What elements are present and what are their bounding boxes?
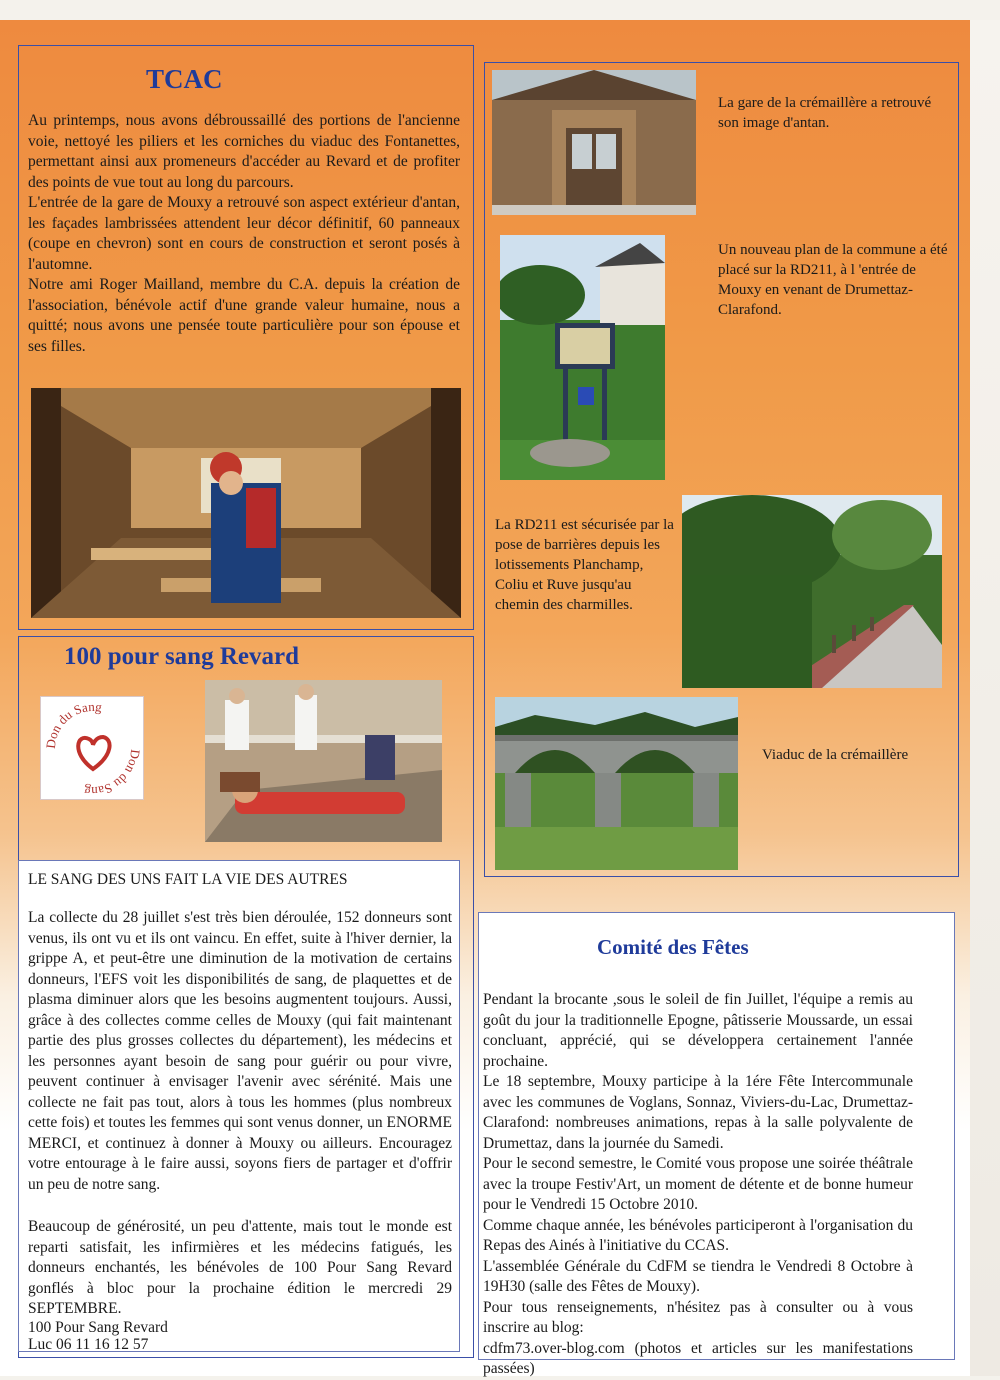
tcac-text (28, 111, 460, 357)
tcac-paragraph: Notre ami Roger Mailland, membre du C.A. depuis la création de l'association, bénévole actif d'une grande valeur humaine, nous a quitté; nous avons une pensée toute particulière pour son épouse et ses filles. (28, 276, 460, 355)
comite-paragraph: Pendant la brocante ,sous le soleil de fin Juillet, l'équipe a remis au goût du jour la traditionnelle Epogne, pâtisserie Moussarde, un essai concluant, apprécié, qui se développera certainement l'année prochaine. (483, 991, 913, 1070)
comite-paragraph: Le 18 septembre, Mouxy participe à la 1ére Fête Intercommunale avec les communes de Voglans, Sonnaz, Viviers-du-Lac, Drumettaz-Clarafond: nombreuses animations, repas à la salle polyvalente de Drumettaz, dans la journée du Samedi. (483, 1073, 913, 1152)
tcac-paragraph: L'entrée de la gare de Mouxy a retrouvé son aspect extérieur d'antan, les façades lambrissées attendent leur décor définitif, 60 panneaux (coupe en chevron) sont en cours de construction et seront posés à l'automne. (28, 194, 460, 273)
comite-paragraph: Comme chaque année, les bénévoles participeront à l'organisation du Repas des Ainés à l'initiative du CCAS. (483, 1216, 913, 1254)
comite-paragraph: Pour tous renseignements, n'hésitez pas à consulter ou à vous inscrire au blog: (483, 1298, 913, 1336)
gare-caption: La gare de la crémaillère a retrouvé son image d'antan. (718, 95, 932, 131)
comite-text (483, 990, 913, 1380)
rd211-photo (682, 495, 942, 688)
plan-caption: Un nouveau plan de la commune a été placé sur la RD211, à l 'entrée de Mouxy en venant de Drumettaz-Clarafond. (718, 242, 948, 318)
rd211-caption: La RD211 est sécurisée par la pose de barrières depuis les lotissements Planchamp, Coliu et Ruve jusqu'au chemin des charmilles. (495, 517, 674, 613)
tcac-paragraph: Au printemps, nous avons débroussaillé des portions de l'ancienne voie, nettoyé les piliers et les corniches du viaduc des Fontanettes, permettant ainsi aux promeneurs d'accéder au Revard et de profiter des points de vue tout au long du parcours. (28, 112, 460, 191)
workshop-photo (31, 388, 461, 618)
comite-paragraph: cdfm73.over-blog.com (photos et articles sur les manifestations passées) (483, 1339, 913, 1377)
collecte-photo (205, 680, 442, 842)
tcac-title: TCAC (146, 64, 223, 94)
svg-text:Don du Sang (83, 749, 144, 799)
comite-paragraph: L'assemblée Générale du CdFM se tiendra le Vendredi 8 Octobre à 19H30 (salle des Fêtes de Mouxy). (483, 1257, 913, 1295)
comite-paragraph: Pour le second semestre, le Comité vous propose une soirée théâtrale avec la troupe Festiv'Art, un moment de détente et de bonne humeur pour le Vendredi 15 Octobre 2010. (483, 1155, 913, 1213)
sang-signature-org: 100 Pour Sang Revard (28, 1319, 168, 1336)
comite-title: Comité des Fêtes (597, 935, 749, 959)
gare-photo (492, 70, 696, 215)
sang-title: 100 pour sang Revard (64, 643, 299, 670)
plan-photo (500, 235, 665, 480)
sang-signature-phone: Luc 06 11 16 12 57 (28, 1336, 149, 1353)
don-du-sang-logo (40, 696, 144, 800)
sang-heading: LE SANG DES UNS FAIT LA VIE DES AUTRES (28, 871, 348, 888)
viaduc-photo (495, 697, 738, 870)
logo-text: Don du Sang (42, 698, 103, 750)
sang-paragraph-1: La collecte du 28 juillet s'est très bien déroulée, 152 donneurs sont venus, ils ont vu et ils ont vaincu. En effet, suite à l'hiver dernier, la grippe A, et peut-être une diminution de la motivation de certains donneurs, l'EFS voit les disponibilités de sang, de plaquettes et de plasma diminuer alors que les besoins augmentent toujours. Aussi, grâce à des collectes comme celles de Mouxy (qui fait maintenant partie des plus grosses collectes du département), les médecins et les personnes ayant besoin de sang pour guérir ou pour vivre, peuvent continuer à envisager l'avenir avec sérénité. Mais une collecte ne fait pas tout, alors à tous les hommes (plus nombreux cette fois) et toutes les femmes qui sont venus donner, un ENORME MERCI, et continuez à donner à Mouxy ou ailleurs. Encouragez votre entourage à le faire aussi, soyons fiers de partager et d'offrir un peu de notre sang. (28, 909, 452, 1193)
viaduc-caption: Viaduc de la crémaillère (762, 747, 909, 763)
page-edge (970, 20, 1000, 1376)
sang-paragraph-2: Beaucoup de générosité, un peu d'attente, mais tout le monde est reparti satisfait, les infirmières et les médecins fatigués, les donneurs enchantés, les bénévoles de 100 Pour Sang Revard gonflés à bloc pour la prochaine édition le mercredi 29 SEPTEMBRE. (28, 1218, 452, 1317)
logo-text: Don du Sang (83, 748, 144, 800)
